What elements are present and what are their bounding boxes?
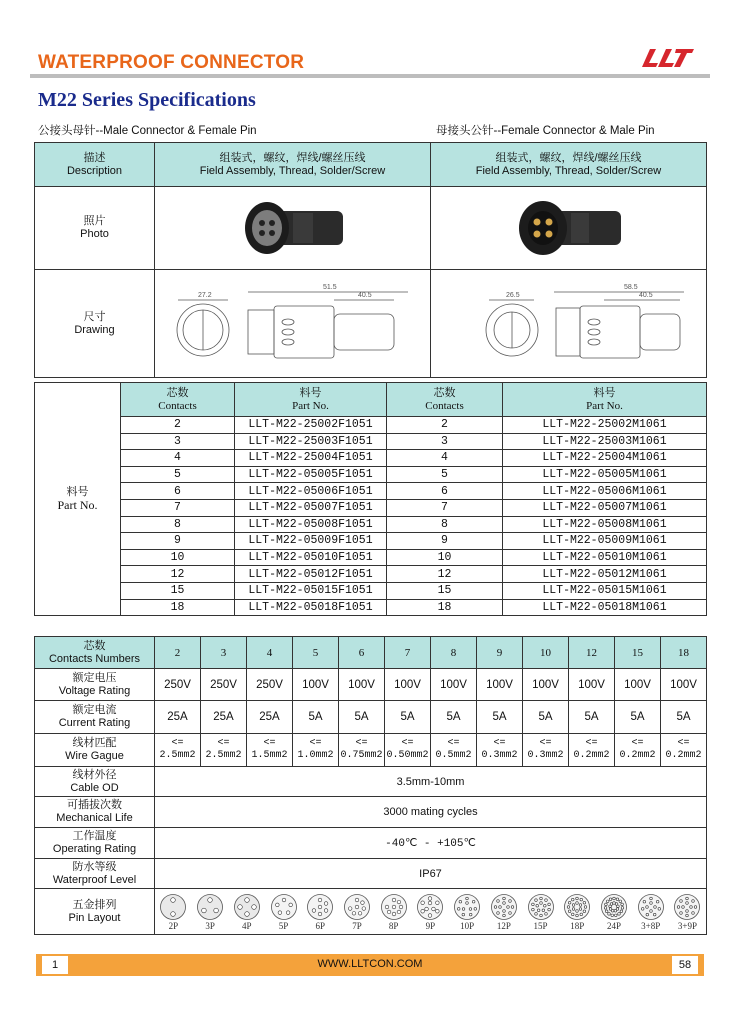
right-subtitle: 母接头公针--Female Connector & Male Pin bbox=[436, 125, 655, 137]
pin-layout-row bbox=[35, 889, 707, 935]
current-row bbox=[35, 701, 707, 734]
contacts-label: 芯数 Contacts Numbers bbox=[35, 637, 155, 669]
left-overall-dim: 51.5 bbox=[322, 284, 337, 291]
mechanical-life-label: 可插拔次数 Mechanical Life bbox=[35, 797, 155, 828]
pin-layout-2p bbox=[159, 893, 187, 931]
page-number-right: 58 bbox=[672, 956, 698, 974]
part-row bbox=[35, 433, 707, 450]
partno-female: LLT-M22-05012M1061 bbox=[503, 566, 707, 583]
contacts-value: 6 bbox=[339, 637, 385, 669]
contacts-right: 12 bbox=[387, 566, 503, 583]
contacts-right: 5 bbox=[387, 466, 503, 483]
pin-layout-label-text: 3+8P bbox=[641, 920, 661, 931]
contacts-header-right: 芯数 Contacts bbox=[387, 383, 503, 417]
part-row bbox=[35, 516, 707, 533]
contacts-left: 7 bbox=[121, 499, 235, 516]
pin-layout-label-text: 15P bbox=[533, 920, 548, 931]
current-value: 25A bbox=[155, 701, 201, 734]
contacts-right: 6 bbox=[387, 483, 503, 500]
mechanical-life-row bbox=[35, 797, 707, 828]
contacts-right: 9 bbox=[387, 533, 503, 550]
female-connector-drawing bbox=[434, 270, 704, 374]
cable-od-value: 3.5mm-10mm bbox=[155, 767, 707, 797]
pin-layout-label-text: 5P bbox=[278, 920, 289, 931]
operating-temp-row bbox=[35, 828, 707, 859]
part-row bbox=[35, 450, 707, 467]
description-label: 描述 Description bbox=[35, 143, 155, 187]
wire-gauge-value: <= 0.2mm2 bbox=[661, 734, 707, 767]
wire-gauge-value: <= 0.5mm2 bbox=[431, 734, 477, 767]
left-dia-dim: 27.2 bbox=[197, 292, 212, 299]
wire-gauge-value: <= 0.2mm2 bbox=[615, 734, 661, 767]
left-description: 组装式，螺纹，焊线/螺丝压线 Field Assembly, Thread, Solder/Screw bbox=[155, 143, 431, 187]
contacts-right: 7 bbox=[387, 499, 503, 516]
partno-male: LLT-M22-05008F1051 bbox=[235, 516, 387, 533]
partno-female: LLT-M22-05005M1061 bbox=[503, 466, 707, 483]
pin-diagram-icon bbox=[600, 893, 628, 921]
part-row bbox=[35, 533, 707, 550]
contacts-left: 2 bbox=[121, 417, 235, 434]
contacts-value: 2 bbox=[155, 637, 201, 669]
current-label: 额定电流 Current Rating bbox=[35, 701, 155, 734]
right-body-dim: 40.5 bbox=[638, 292, 653, 299]
waterproof-level-value: IP67 bbox=[155, 859, 707, 889]
partno-female: LLT-M22-05010M1061 bbox=[503, 549, 707, 566]
pin-layout-5p bbox=[270, 893, 298, 931]
wire-gauge-value: <= 2.5mm2 bbox=[201, 734, 247, 767]
current-value: 5A bbox=[615, 701, 661, 734]
voltage-value: 250V bbox=[247, 669, 293, 701]
pin-diagram-icon bbox=[196, 893, 224, 921]
contacts-right: 18 bbox=[387, 599, 503, 616]
waterproof-level-label: 防水等级 Waterproof Level bbox=[35, 859, 155, 889]
left-subtitle: 公接头母针--Male Connector & Female Pin bbox=[38, 125, 257, 137]
contacts-value: 9 bbox=[477, 637, 523, 669]
voltage-value: 250V bbox=[201, 669, 247, 701]
partno-female: LLT-M22-25003M1061 bbox=[503, 433, 707, 450]
pin-layout-3-9p bbox=[673, 893, 701, 931]
drawing-label: 尺寸 Drawing bbox=[35, 270, 155, 378]
current-value: 5A bbox=[523, 701, 569, 734]
pin-layout-label-text: 10P bbox=[460, 920, 475, 931]
pin-layout-3p bbox=[196, 893, 224, 931]
current-value: 5A bbox=[339, 701, 385, 734]
pin-layout-8p bbox=[380, 893, 408, 931]
pin-diagram-icon bbox=[416, 893, 444, 921]
part-number-label: 料号 Part No. bbox=[35, 383, 121, 616]
pin-layout-label-text: 2P bbox=[168, 920, 179, 931]
cable-od-row bbox=[35, 767, 707, 797]
part-row bbox=[35, 466, 707, 483]
spec-table bbox=[34, 636, 707, 935]
pin-layout-24p bbox=[600, 893, 628, 931]
llt-logo bbox=[636, 45, 696, 71]
voltage-label: 额定电压 Voltage Rating bbox=[35, 669, 155, 701]
voltage-value: 100V bbox=[293, 669, 339, 701]
contacts-value: 12 bbox=[569, 637, 615, 669]
contacts-right: 3 bbox=[387, 433, 503, 450]
current-value: 25A bbox=[247, 701, 293, 734]
mechanical-life-value: 3000 mating cycles bbox=[155, 797, 707, 828]
waterproof-level-row bbox=[35, 859, 707, 889]
contacts-right: 10 bbox=[387, 549, 503, 566]
partno-female: LLT-M22-05015M1061 bbox=[503, 582, 707, 599]
voltage-value: 100V bbox=[431, 669, 477, 701]
voltage-value: 100V bbox=[661, 669, 707, 701]
pin-layout-label-text: 7P bbox=[352, 920, 362, 931]
pin-diagram-icon bbox=[563, 893, 591, 921]
pin-diagram-icon bbox=[490, 893, 518, 921]
contacts-value: 3 bbox=[201, 637, 247, 669]
current-value: 5A bbox=[385, 701, 431, 734]
contacts-value: 4 bbox=[247, 637, 293, 669]
overview-table bbox=[34, 142, 707, 378]
current-value: 5A bbox=[477, 701, 523, 734]
page-number-left: 1 bbox=[42, 956, 68, 974]
contacts-left: 5 bbox=[121, 466, 235, 483]
partno-male: LLT-M22-25004F1051 bbox=[235, 450, 387, 467]
partno-female: LLT-M22-05009M1061 bbox=[503, 533, 707, 550]
current-value: 5A bbox=[569, 701, 615, 734]
partno-female: LLT-M22-25004M1061 bbox=[503, 450, 707, 467]
part-number-table bbox=[34, 382, 707, 616]
footer-url[interactable]: WWW.LLTCON.COM bbox=[317, 958, 423, 970]
contacts-header-left: 芯数 Contacts bbox=[121, 383, 235, 417]
current-value: 5A bbox=[293, 701, 339, 734]
partno-male: LLT-M22-05012F1051 bbox=[235, 566, 387, 583]
cable-od-label: 线材外径 Cable OD bbox=[35, 767, 155, 797]
female-connector-photo bbox=[509, 193, 629, 263]
voltage-value: 100V bbox=[523, 669, 569, 701]
pin-diagram-icon bbox=[270, 893, 298, 921]
pin-layout-label: 五金排列 Pin Layout bbox=[35, 889, 155, 935]
pin-diagram-icon bbox=[527, 893, 555, 921]
voltage-value: 100V bbox=[339, 669, 385, 701]
pin-layout-18p bbox=[563, 893, 591, 931]
pin-diagram-icon bbox=[637, 893, 665, 921]
left-photo bbox=[155, 187, 431, 270]
wire-gauge-value: <= 0.3mm2 bbox=[523, 734, 569, 767]
contacts-left: 4 bbox=[121, 450, 235, 467]
part-row bbox=[35, 417, 707, 434]
contacts-value: 8 bbox=[431, 637, 477, 669]
wire-gauge-label: 线材匹配 Wire Gague bbox=[35, 734, 155, 767]
partno-female: LLT-M22-05018M1061 bbox=[503, 599, 707, 616]
contacts-row bbox=[35, 637, 707, 669]
partno-male: LLT-M22-05009F1051 bbox=[235, 533, 387, 550]
partno-female: LLT-M22-05008M1061 bbox=[503, 516, 707, 533]
contacts-right: 8 bbox=[387, 516, 503, 533]
current-value: 5A bbox=[431, 701, 477, 734]
footer-bar bbox=[36, 954, 704, 976]
pin-layout-label-text: 4P bbox=[242, 920, 252, 931]
voltage-value: 100V bbox=[569, 669, 615, 701]
pin-diagram-icon bbox=[306, 893, 334, 921]
wire-gauge-row bbox=[35, 734, 707, 767]
left-body-dim: 40.5 bbox=[357, 292, 372, 299]
left-drawing bbox=[155, 270, 431, 378]
partno-male: LLT-M22-25003F1051 bbox=[235, 433, 387, 450]
wire-gauge-value: <= 0.2mm2 bbox=[569, 734, 615, 767]
wire-gauge-value: <= 2.5mm2 bbox=[155, 734, 201, 767]
wire-gauge-value: <= 1.5mm2 bbox=[247, 734, 293, 767]
contacts-left: 8 bbox=[121, 516, 235, 533]
operating-temp-label: 工作温度 Operating Rating bbox=[35, 828, 155, 859]
pin-layout-9p bbox=[416, 893, 444, 931]
voltage-value: 250V bbox=[155, 669, 201, 701]
partno-male: LLT-M22-05015F1051 bbox=[235, 582, 387, 599]
pin-layout-label-text: 3+9P bbox=[677, 920, 697, 931]
contacts-right: 2 bbox=[387, 417, 503, 434]
pin-diagram-icon bbox=[380, 893, 408, 921]
current-value: 5A bbox=[661, 701, 707, 734]
partno-header-right: 料号 Part No. bbox=[503, 383, 707, 417]
pin-layout-4p bbox=[233, 893, 261, 931]
pin-layout-6p bbox=[306, 893, 334, 931]
wire-gauge-value: <= 0.75mm2 bbox=[339, 734, 385, 767]
voltage-row bbox=[35, 669, 707, 701]
header-rule bbox=[30, 74, 710, 78]
contacts-value: 10 bbox=[523, 637, 569, 669]
partno-female: LLT-M22-05007M1061 bbox=[503, 499, 707, 516]
contacts-value: 18 bbox=[661, 637, 707, 669]
contacts-left: 18 bbox=[121, 599, 235, 616]
partno-male: LLT-M22-05010F1051 bbox=[235, 549, 387, 566]
pin-layout-label-text: 8P bbox=[388, 920, 399, 931]
partno-header-left: 料号 Part No. bbox=[235, 383, 387, 417]
pin-layout-10p bbox=[453, 893, 481, 931]
right-dia-dim: 26.5 bbox=[505, 292, 520, 299]
contacts-value: 15 bbox=[615, 637, 661, 669]
contacts-value: 7 bbox=[385, 637, 431, 669]
pin-layout-3-8p bbox=[637, 893, 665, 931]
pin-layout-7p bbox=[343, 893, 371, 931]
photo-label: 照片 Photo bbox=[35, 187, 155, 270]
contacts-left: 12 bbox=[121, 566, 235, 583]
series-title: M22 Series Specifications bbox=[38, 89, 256, 111]
voltage-value: 100V bbox=[477, 669, 523, 701]
pin-layout-15p bbox=[527, 893, 555, 931]
current-value: 25A bbox=[201, 701, 247, 734]
partno-female: LLT-M22-25002M1061 bbox=[503, 417, 707, 434]
part-row bbox=[35, 566, 707, 583]
pin-layout-label-text: 18P bbox=[570, 920, 585, 931]
pin-layout-label-text: 6P bbox=[315, 920, 325, 931]
pin-layout-label-text: 24P bbox=[606, 920, 621, 931]
partno-male: LLT-M22-05005F1051 bbox=[235, 466, 387, 483]
pin-layout-cell bbox=[155, 889, 707, 935]
pin-diagram-icon bbox=[673, 893, 701, 921]
contacts-left: 3 bbox=[121, 433, 235, 450]
right-photo bbox=[431, 187, 707, 270]
partno-female: LLT-M22-05006M1061 bbox=[503, 483, 707, 500]
partno-male: LLT-M22-05007F1051 bbox=[235, 499, 387, 516]
pin-diagram-icon bbox=[343, 893, 371, 921]
part-row bbox=[35, 582, 707, 599]
contacts-left: 9 bbox=[121, 533, 235, 550]
pin-layout-label-text: 9P bbox=[425, 920, 436, 931]
part-row bbox=[35, 599, 707, 616]
right-description: 组装式，螺纹，焊线/螺丝压线 Field Assembly, Thread, Solder/Screw bbox=[431, 143, 707, 187]
partno-male: LLT-M22-05006F1051 bbox=[235, 483, 387, 500]
male-connector-photo bbox=[233, 193, 353, 263]
voltage-value: 100V bbox=[615, 669, 661, 701]
operating-temp-value: -40℃ - +105℃ bbox=[155, 828, 707, 859]
contacts-right: 4 bbox=[387, 450, 503, 467]
contacts-left: 15 bbox=[121, 582, 235, 599]
pin-layout-12p bbox=[490, 893, 518, 931]
wire-gauge-value: <= 0.50mm2 bbox=[385, 734, 431, 767]
pin-layout-label-text: 12P bbox=[496, 920, 511, 931]
pin-diagram-icon bbox=[159, 893, 187, 921]
wire-gauge-value: <= 0.3mm2 bbox=[477, 734, 523, 767]
part-row bbox=[35, 483, 707, 500]
pin-layout-label-text: 3P bbox=[205, 920, 215, 931]
category-title: WATERPROOF CONNECTOR bbox=[38, 52, 305, 73]
part-row bbox=[35, 549, 707, 566]
pin-diagram-icon bbox=[233, 893, 261, 921]
male-connector-drawing bbox=[158, 270, 428, 374]
right-drawing bbox=[431, 270, 707, 378]
pin-diagram-icon bbox=[453, 893, 481, 921]
part-row bbox=[35, 499, 707, 516]
contacts-right: 15 bbox=[387, 582, 503, 599]
contacts-left: 10 bbox=[121, 549, 235, 566]
right-overall-dim: 58.5 bbox=[623, 284, 638, 291]
partno-male: LLT-M22-25002F1051 bbox=[235, 417, 387, 434]
contacts-value: 5 bbox=[293, 637, 339, 669]
wire-gauge-value: <= 1.0mm2 bbox=[293, 734, 339, 767]
partno-male: LLT-M22-05018F1051 bbox=[235, 599, 387, 616]
voltage-value: 100V bbox=[385, 669, 431, 701]
contacts-left: 6 bbox=[121, 483, 235, 500]
